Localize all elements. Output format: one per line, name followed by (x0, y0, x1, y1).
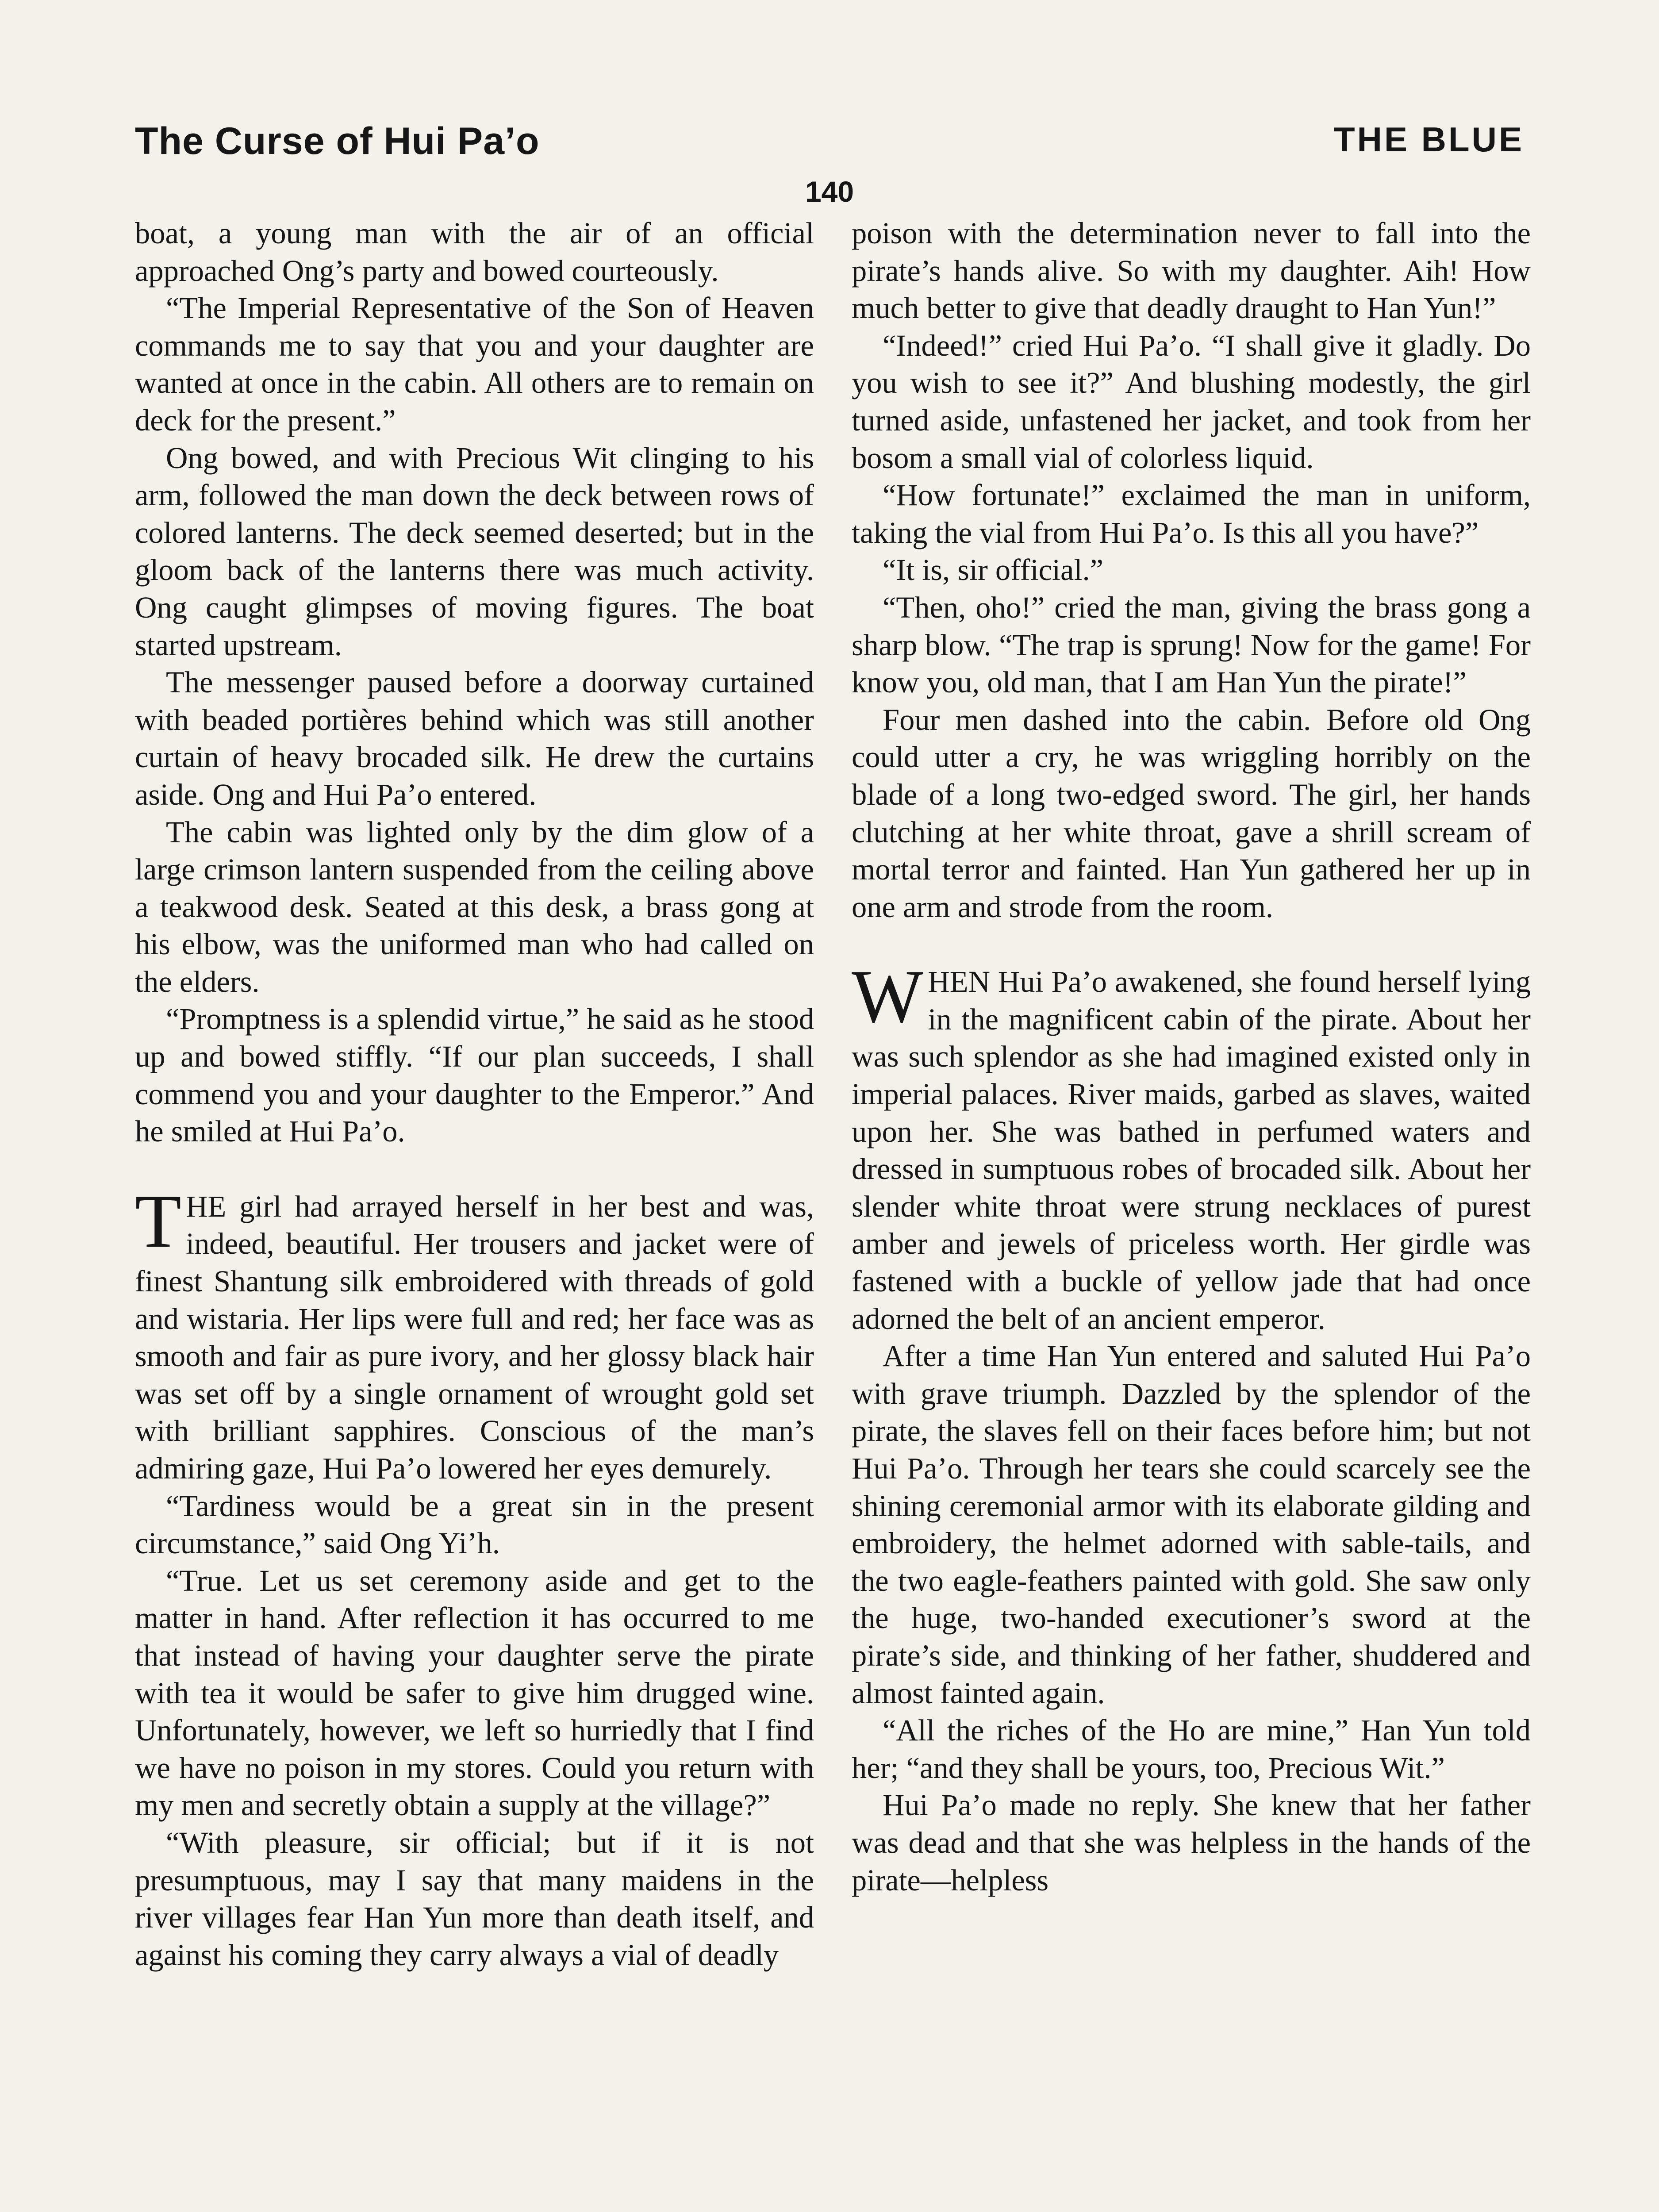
paragraph: poison with the determination never to fall into the pirate’s hands alive. So with my daughter. Aih! How much better to give that deadly draught to Han Yun!” (852, 216, 1531, 325)
page-number: 140 (805, 175, 854, 208)
paragraph: boat, a young man with the air of an official approached Ong’s party and bowed courteously. (135, 216, 814, 288)
paragraph: After a time Han Yun entered and saluted Hui Pa’o with grave triumph. Dazzled by the splendor of the pirate, the slaves fell on their faces before him; but not Hui Pa’o. Through her tears she could scarcely see the shining ceremonial armor with its elaborate gilding and embroidery, the helmet adorned with sable-tails, and the two eagle-feathers painted with gold. She saw only the huge, two-handed executioner’s sword at the pirate’s side, and thinking of her father, shuddered and almost fainted again. (852, 1339, 1531, 1710)
paragraph: The messenger paused before a doorway curtained with beaded portières behind which was still another curtain of heavy brocaded silk. He drew the curtains aside. Ong and Hui Pa’o entered. (135, 665, 814, 811)
section-paragraph (852, 955, 1531, 1337)
paragraph: “Then, oho!” cried the man, giving the brass gong a sharp blow. “The trap is sprung! Now for the game! For know you, old man, that I am Han Yun the pirate!” (852, 590, 1531, 699)
magazine-name: THE BLUE (1334, 120, 1524, 159)
drop-cap: T (135, 1179, 182, 1263)
paragraph: “With pleasure, sir official; but if it is not presumptuous, may I say that many maidens in the river villages fear Han Yun more than death itself, and against his coming they carry always a vial of deadly (135, 1825, 814, 1972)
paragraph: “All the riches of the Ho are mine,” Han Yun told her; “and they shall be yours, too, Precious Wit.” (852, 1713, 1531, 1785)
paragraph: “Tardiness would be a great sin in the present circumstance,” said Ong Yi’h. (135, 1489, 814, 1560)
story-title: The Curse of Hui Pa’o (135, 120, 540, 162)
paragraph: “The Imperial Representative of the Son of Heaven commands me to say that you and your daughter are wanted at once in the cabin. All others are to remain on deck for the present.” (135, 291, 814, 437)
section-paragraph (135, 1179, 814, 1487)
paragraph: Ong bowed, and with Precious Wit clinging to his arm, followed the man down the deck between rows of colored lanterns. The deck seemed deserted; but in the gloom back of the lanterns there was much activity. Ong caught glimpses of moving figures. The boat started upstream. (135, 441, 814, 662)
paragraph: “Promptness is a splendid virtue,” he said as he stood up and bowed stiffly. “If our plan succeeds, I shall commend you and your daughter to the Emperor.” And he smiled at Hui Pa’o. (135, 1002, 814, 1148)
right-column (852, 215, 1531, 1899)
paragraph: “Indeed!” cried Hui Pa’o. “I shall give it gladly. Do you wish to see it?” And blushing modestly, the girl turned aside, unfastened her jacket, and took from her bosom a small vial of colorless liquid. (852, 328, 1531, 475)
paragraph: “How fortunate!” exclaimed the man in uniform, taking the vial from Hui Pa’o. Is this all you have?” (852, 478, 1531, 549)
paragraph-text: HE girl had arrayed herself in her best and was, indeed, beautiful. Her trousers and jacket were of finest Shantung silk embroidered with threads of gold and wistaria. Her lips were full and red; her face was as smooth and fair as pure ivory, and her glossy black hair was set off by a single ornament of wrought gold set with brilliant sapphires. Conscious of the man’s admiring gaze, Hui Pa’o lowered her eyes demurely. (135, 1189, 814, 1485)
paragraph: Four men dashed into the cabin. Before old Ong could utter a cry, he was wriggling horribly on the blade of a long two-edged sword. The girl, her hands clutching at her white throat, gave a shrill scream of mortal terror and fainted. Han Yun gathered her up in one arm and strode from the room. (852, 703, 1531, 924)
page-header (135, 119, 1524, 177)
drop-cap: W (852, 955, 924, 1039)
paragraph: Hui Pa’o made no reply. She knew that her father was dead and that she was helpless in the hands of the pirate—helpless (852, 1788, 1531, 1897)
left-column (135, 215, 814, 1974)
paragraph: “It is, sir official.” (883, 553, 1103, 587)
paragraph: The cabin was lighted only by the dim glow of a large crimson lantern suspended from the ceiling above a teakwood desk. Seated at this desk, a brass gong at his elbow, was the uniformed man who had called on the elders. (135, 815, 814, 998)
paragraph: “True. Let us set ceremony aside and get to the matter in hand. After reflection it has occurred to me that instead of having your daughter serve the pirate with tea it would be safer to give him drugged wine. Unfortunately, however, we left so hurriedly that I find we have no poison in my stores. Could you return with my men and secretly obtain a supply at the village?” (135, 1563, 814, 1822)
paragraph-text: HEN Hui Pa’o awakened, she found herself lying in the magnificent cabin of the pirate. About her was such splendor as she had imagined existed only in imperial palaces. River maids, garbed as slaves, waited upon her. She was bathed in perfumed waters and dressed in sumptuous robes of brocaded silk. About her slender white throat were strung necklaces of purest amber and jewels of priceless worth. Her girdle was fastened with a buckle of yellow jade that had once adorned the belt of an ancient emperor. (852, 965, 1531, 1336)
